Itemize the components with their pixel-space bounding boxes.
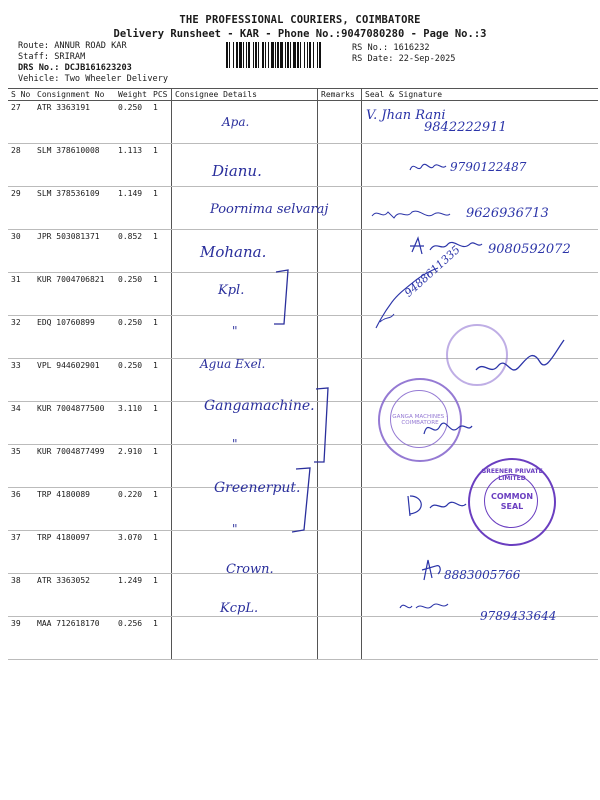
ganga-stamp-text: GANGA MACHINES · COIMBATORE — [392, 414, 448, 426]
consignee-hand-33: Agua Exel. — [200, 357, 266, 371]
staff-label: Staff: SRIRAM — [18, 52, 86, 62]
cell-pcs: 1 — [150, 144, 172, 187]
cell-remarks — [318, 144, 362, 187]
bracket-mark — [290, 466, 320, 536]
cell-pcs: 1 — [150, 187, 172, 230]
barcode-bar — [246, 42, 247, 68]
consignee-hand-27: Apa. — [222, 115, 250, 129]
cell-remarks — [318, 617, 362, 660]
barcode-bar — [297, 42, 299, 68]
cell-remarks — [318, 531, 362, 574]
cell-weight: 0.250 — [115, 273, 150, 316]
rs-number: RS No.: 1616232 — [352, 43, 430, 53]
consignee-hand-28: Dianu. — [212, 162, 262, 180]
header-consignee: Consignee Details — [172, 89, 318, 101]
route-label: Route: ANNUR ROAD KAR — [18, 41, 127, 51]
barcode-bar — [300, 42, 301, 68]
barcode-bar — [280, 42, 283, 68]
barcode-bar — [243, 42, 244, 68]
cell-consignee — [172, 617, 318, 660]
cell-consignment: ATR 3363052 — [34, 574, 115, 617]
consignee-hand-36: Greenerput. — [214, 480, 301, 496]
greener-seal-stamp — [468, 458, 556, 546]
barcode-bar — [262, 42, 264, 68]
consignee-hand-38: Crown. — [226, 562, 274, 577]
signature-27: V. Jhan Rani — [366, 108, 446, 123]
common-seal-text: COMMON SEAL — [490, 492, 534, 511]
barcode-bar — [313, 42, 314, 68]
cell-sno: 35 — [8, 445, 34, 488]
cell-pcs: 1 — [150, 273, 172, 316]
consignee-hand-29: Poornima selvaraj — [210, 202, 329, 217]
cell-remarks — [318, 230, 362, 273]
cell-sno: 27 — [8, 101, 34, 144]
cell-sno: 37 — [8, 531, 34, 574]
barcode-bar — [255, 42, 257, 68]
cell-pcs: 1 — [150, 230, 172, 273]
barcode-bar — [248, 42, 250, 68]
cell-consignment: TRP 4180089 — [34, 488, 115, 531]
table-row — [8, 101, 598, 144]
barcode-bar — [319, 42, 321, 68]
vehicle-label: Vehicle: Two Wheeler Delivery — [18, 74, 169, 84]
drs-number: DRS No.: DCJB161623203 — [18, 63, 132, 73]
signature-scribble — [398, 598, 450, 614]
cell-sno: 34 — [8, 402, 34, 445]
cell-remarks — [318, 488, 362, 531]
cell-weight: 0.220 — [115, 488, 150, 531]
table-row — [8, 273, 598, 316]
cell-consignment: SLM 378536109 — [34, 187, 115, 230]
cell-consignment: MAA 712618170 — [34, 617, 115, 660]
signature-scribble — [420, 556, 444, 584]
cell-weight: 0.256 — [115, 617, 150, 660]
cell-sno: 33 — [8, 359, 34, 402]
cell-pcs: 1 — [150, 531, 172, 574]
barcode-bar — [317, 42, 318, 68]
consignee-hand-39: KcpL. — [220, 601, 259, 616]
cell-weight: 0.250 — [115, 359, 150, 402]
barcode-bar — [293, 42, 296, 68]
header-remarks: Remarks — [318, 89, 362, 101]
cell-sno: 28 — [8, 144, 34, 187]
header-seal: Seal & Signature — [362, 89, 599, 101]
cell-weight: 1.149 — [115, 187, 150, 230]
cell-consignment: ATR 3363191 — [34, 101, 115, 144]
bracket-mark — [270, 268, 300, 328]
consignee-hand-34: Gangamachine. — [204, 398, 315, 414]
cell-consignment: KUR 7004877499 — [34, 445, 115, 488]
header-consignment: Consignment No — [34, 89, 115, 101]
signature-scribble — [408, 158, 448, 176]
signature-phone-30: 9626936713 — [466, 206, 549, 221]
cell-consignment: VPL 944602901 — [34, 359, 115, 402]
ditto-mark: " — [232, 324, 238, 338]
cell-consignment: EDQ 10760899 — [34, 316, 115, 359]
cell-consignment: TRP 4180097 — [34, 531, 115, 574]
barcode-bar — [226, 42, 228, 68]
barcode-bar — [307, 42, 308, 68]
cell-pcs: 1 — [150, 402, 172, 445]
cell-sno: 29 — [8, 187, 34, 230]
cell-pcs: 1 — [150, 445, 172, 488]
signature-scribble — [470, 332, 578, 386]
cell-pcs: 1 — [150, 101, 172, 144]
barcode-bar — [275, 42, 276, 68]
cell-sno: 31 — [8, 273, 34, 316]
header-pcs: PCS — [150, 89, 172, 101]
cell-weight: 0.852 — [115, 230, 150, 273]
barcode-bar — [236, 42, 238, 68]
consignee-hand-31: Kpl. — [218, 283, 245, 298]
cell-weight: 3.070 — [115, 531, 150, 574]
header-weight: Weight — [115, 89, 150, 101]
cell-remarks — [318, 101, 362, 144]
cell-weight: 1.113 — [115, 144, 150, 187]
cell-weight: 2.910 — [115, 445, 150, 488]
cell-pcs: 1 — [150, 617, 172, 660]
header-sno: S No — [8, 89, 34, 101]
cell-consignment: KUR 7004877500 — [34, 402, 115, 445]
barcode-bar — [277, 42, 279, 68]
signature-scribble — [404, 492, 468, 520]
cell-weight: 1.249 — [115, 574, 150, 617]
consignee-hand-30: Mohana. — [200, 243, 267, 261]
signature-scribble — [370, 206, 452, 222]
signature-phone-27: 9842222911 — [424, 120, 507, 135]
barcode-bar — [309, 42, 311, 68]
cell-consignment: SLM 378610008 — [34, 144, 115, 187]
cell-pcs: 1 — [150, 316, 172, 359]
cell-sno: 36 — [8, 488, 34, 531]
barcode-bar — [285, 42, 286, 68]
ditto-mark: " — [232, 522, 238, 536]
cell-weight: 0.250 — [115, 316, 150, 359]
table-header-row — [8, 89, 598, 101]
rs-date: RS Date: 22-Sep-2025 — [352, 54, 456, 64]
barcode-bar — [258, 42, 259, 68]
barcode-bar — [265, 42, 266, 68]
greener-stamp-text: GREENER PRIVATE LIMITED — [481, 468, 543, 482]
cell-pcs: 1 — [150, 574, 172, 617]
barcode-bar — [268, 42, 269, 68]
barcode-bar — [287, 42, 289, 68]
barcode-bar — [233, 42, 234, 68]
barcode — [226, 42, 348, 68]
cell-pcs: 1 — [150, 359, 172, 402]
barcode-bar — [271, 42, 274, 68]
barcode-bar — [290, 42, 291, 68]
cell-consignment: JPR 503081371 — [34, 230, 115, 273]
signature-phone-38: 8883005766 — [444, 568, 521, 582]
barcode-bar — [253, 42, 254, 68]
signature-phone-39: 9789433644 — [480, 609, 557, 623]
ditto-mark: " — [232, 437, 238, 451]
cell-sno: 32 — [8, 316, 34, 359]
cell-sno: 38 — [8, 574, 34, 617]
bracket-mark — [312, 386, 338, 466]
cell-remarks — [318, 574, 362, 617]
cell-weight: 0.250 — [115, 101, 150, 144]
cell-sno: 30 — [8, 230, 34, 273]
company-name: THE PROFESSIONAL COURIERS, COIMBATORE — [179, 14, 421, 26]
cell-remarks — [318, 273, 362, 316]
cell-sno: 39 — [8, 617, 34, 660]
barcode-bar — [229, 42, 230, 68]
barcode-bar — [239, 42, 242, 68]
signature-phone-28: 9790122487 — [450, 160, 527, 174]
signature-scribble — [420, 412, 474, 442]
barcode-bar — [304, 42, 305, 68]
signature-phone-31: 9080592072 — [488, 242, 571, 257]
cell-consignment: KUR 7004706821 — [34, 273, 115, 316]
cell-weight: 3.110 — [115, 402, 150, 445]
cell-remarks — [318, 316, 362, 359]
runsheet-title: Delivery Runsheet - KAR - Phone No.:9047080280 - Page No.:3 — [113, 28, 487, 40]
cell-pcs: 1 — [150, 488, 172, 531]
signature-phone-32: 9488611335 — [402, 243, 463, 300]
